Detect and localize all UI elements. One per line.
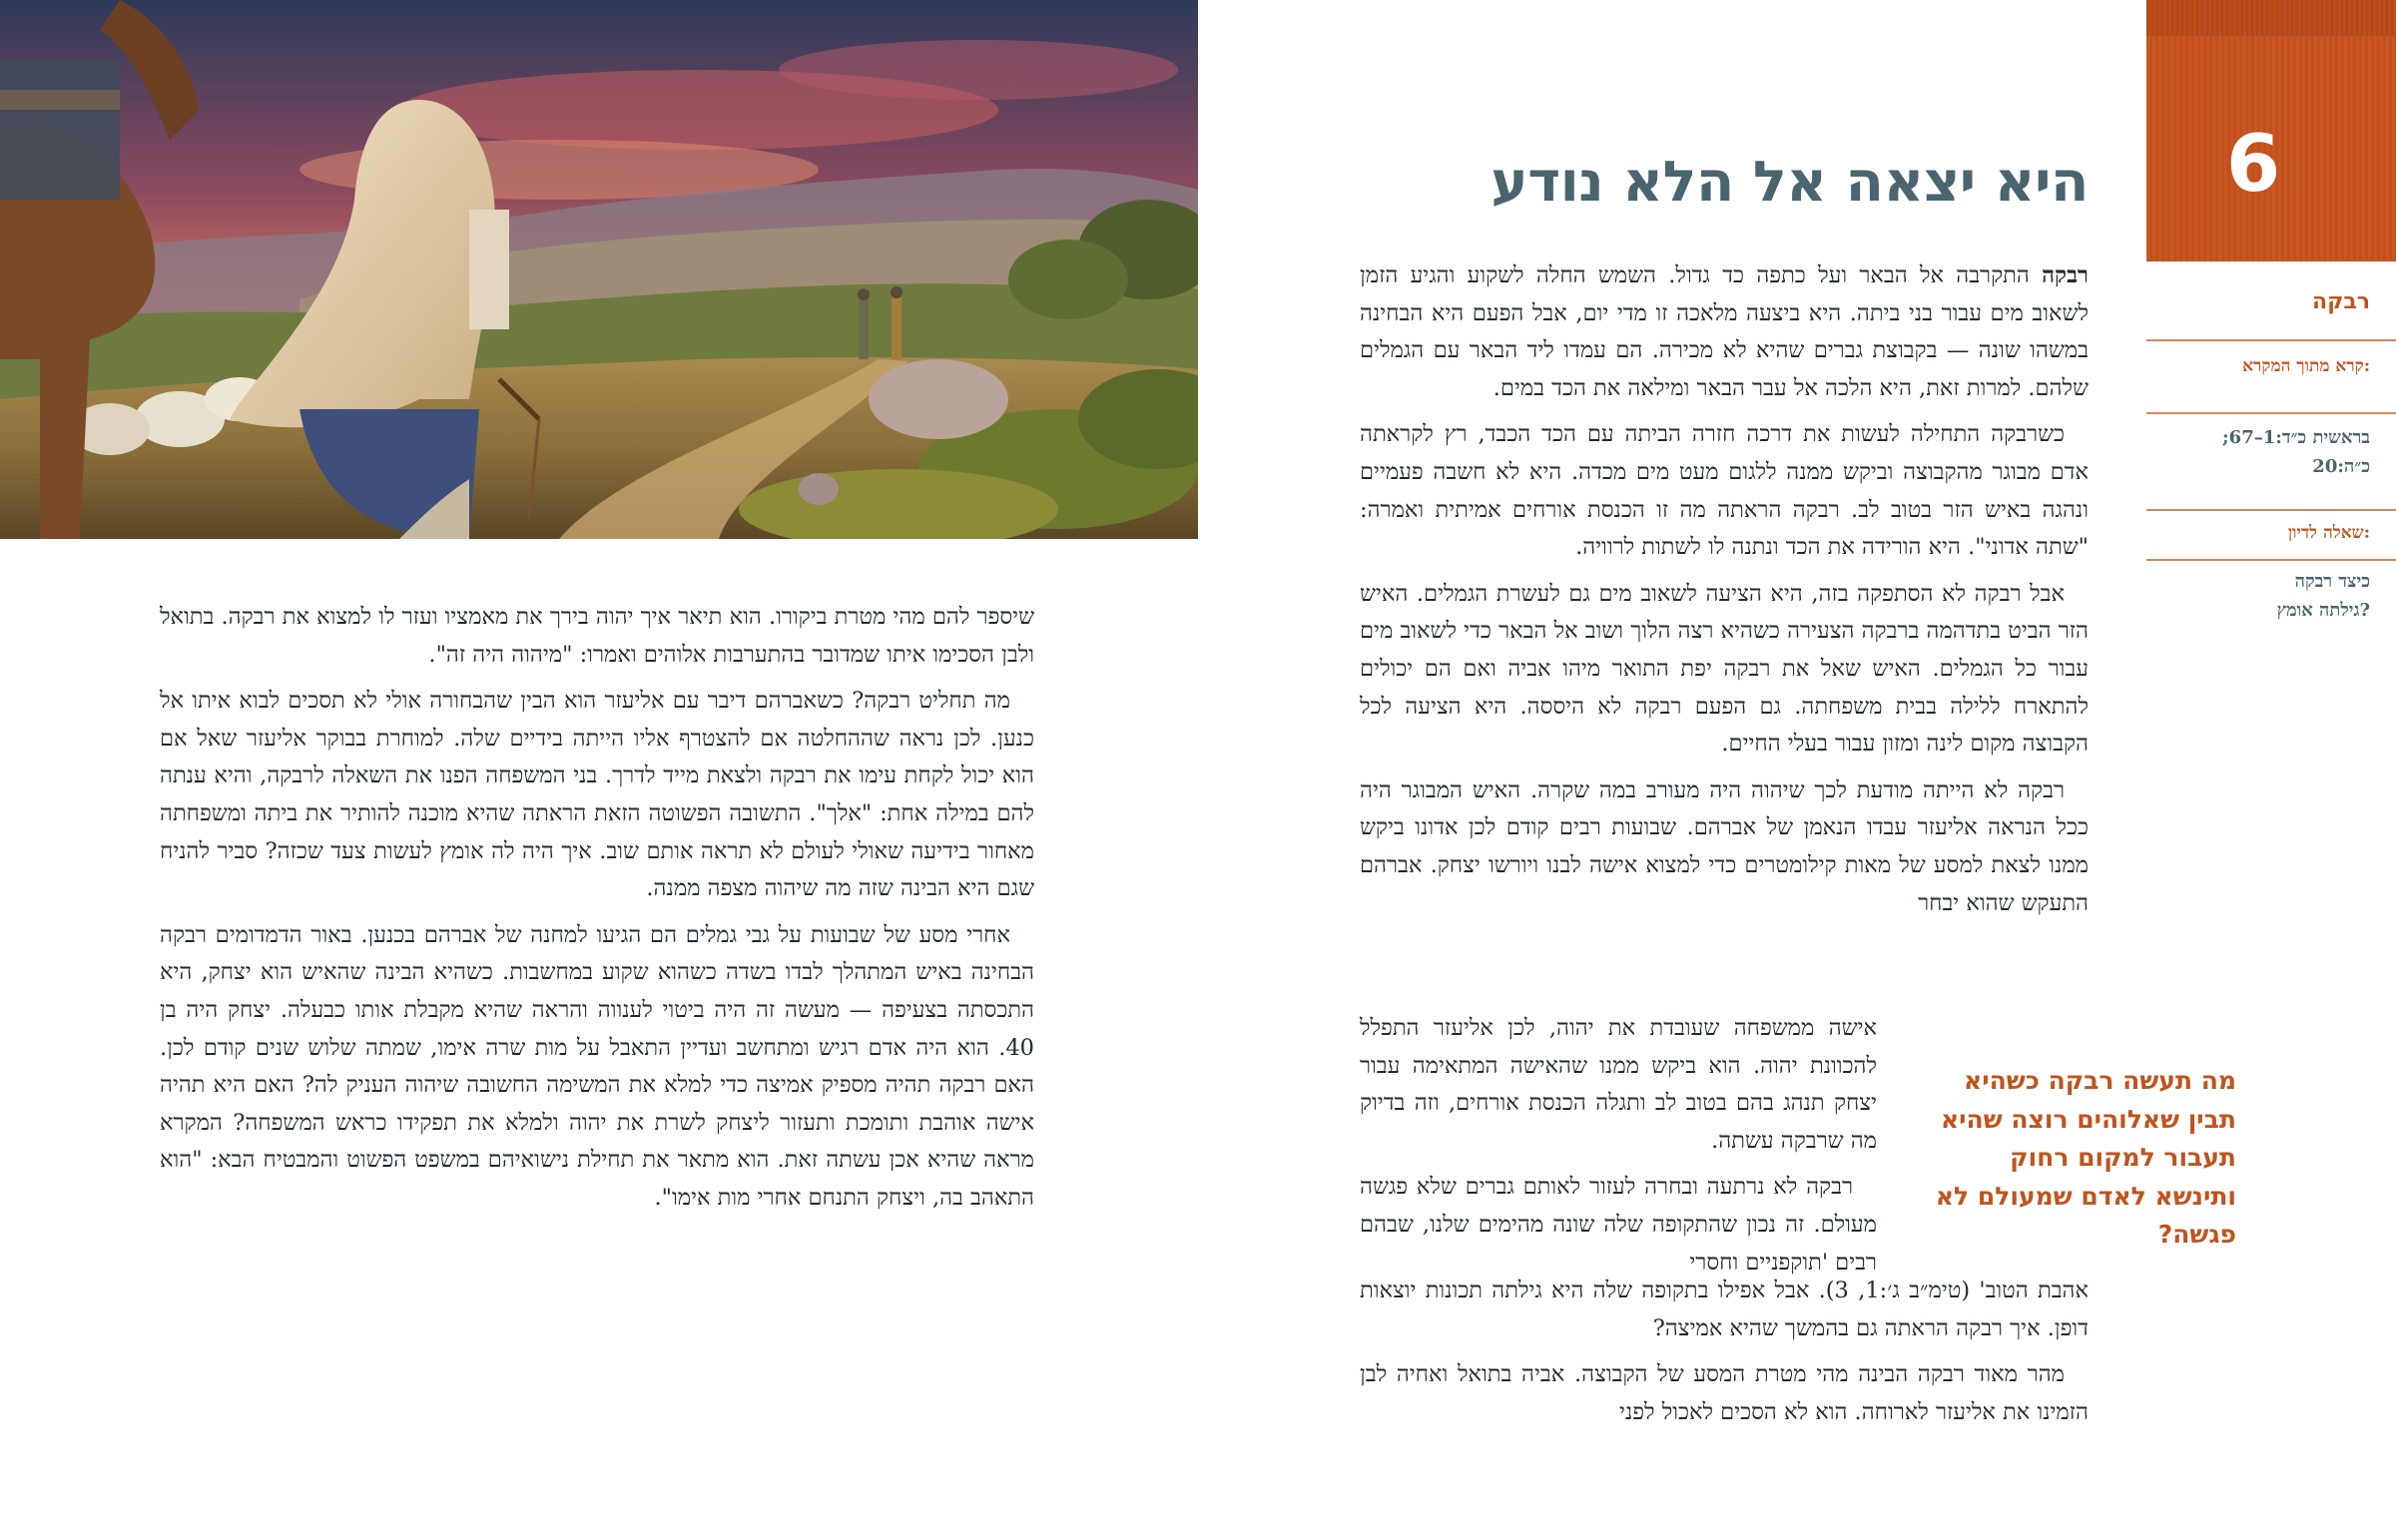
sidebar-divider <box>2146 412 2396 414</box>
pull-quote: מה תעשה רבקה כשהיא תבין שאלוהים רוצה שהיא תעבור למקום רחוק ותינשא לאדם שמעולם לא פגשה? <box>1935 1066 2236 1249</box>
sidebar-divider <box>2146 559 2396 561</box>
paragraph: רבקה התקרבה אל הבאר ועל כתפה כד גדול. השמש החלה לשקוע והגיע הזמן לשאוב מים עבור בני ביתה. היא ביצעה מלאכה זו מדי יום, אבל הפעם היא הבחינה במשהו שונה — בקבוצת גברים שהיא לא מכירה. הם עמדו ליד הבאר עם הגמלים שלהם. למרות זאת, היא הלכה אל עבר הבאר ומילאה את הכד במים. <box>1360 262 2089 401</box>
sidebar-question-label: שאלה לדיון: <box>2287 523 2370 543</box>
paragraph: כשרבקה התחילה לעשות את דרכה חזרה הביתה עם הכד הכבד, רץ לקראתה אדם מבוגר מהקבוצה וביקש ממנה ללגום מעט מים מכדה. היא לא חשבה פעמיים ונהגה באיש הזר בטוב לב. רבקה הראתה מה זו הכנסת אורחים אמיתית ואמרה: "שתה אדוני". היא הורידה את הכד ונתנה לו לשתות לרוויה. <box>1360 421 2089 561</box>
sidebar-question-text: כיצד רבקה גילתה אומץ? <box>2276 571 2370 621</box>
paragraph: אחרי מסע של שבועות על גבי גמלים הם הגיעו למחנה של אברהם בכנען. באור הדמדומים רבקה הבחינה באיש המתהלך לבדו בשדה כשהוא שקוע במחשבות. כשהיא הבינה שהאיש הוא יצחק, היא התכסתה בצעיפה — מעשה זה היה ביטוי לענווה והראה שהיא מקבלת אותו כבעלה. יצחק היה בן 40. הוא היה אדם רגיש ומתחשב ועדיין התאבל על מות שרה אימו, שמתה שלוש שנים קודם לכן. האם רבקה תהיה מספיק אמיצה כדי למלא את המשימה החשובה שיהוה העניק לה? האם היא תהיה אישה אוהבת ותומכת ותעזור ליצחק לשרת את יהוה ולמלא את תפקידו כראש המשפחה? המקרא מראה שהיא אכן עשתה זאת. הוא מתאר את תחילת נישואיהם במשפט הפשוט והמבטיח הבא: "הוא התאהב בה, ויצחק התנחם אחרי מות אימו". <box>160 921 1034 1211</box>
rebekah-at-dusk-illustration <box>0 0 1198 539</box>
sidebar-scripture-reference: בראשית כ״ד:1–67; כ״ה:20 <box>2222 427 2370 477</box>
sidebar-divider <box>2146 509 2396 511</box>
paragraph: רבקה לא נרתעה ובחרה לעזור לאותם גברים שלא פגשה מעולם. זה נכון שהתקופה שלה שונה מהימים שלנו, שבהם רבים 'תוקפניים וחסרי <box>1360 1174 1877 1276</box>
right-text-column-narrow <box>1360 1010 1877 1282</box>
paragraph: אהבת הטוב' (טימ״ב ג׳:1, 3). אבל אפילו בתקופה שלה היא גילתה תכונות יוצאות דופן. איך רבקה הראתה גם בהמשך שהיא אמיצה? <box>1360 1278 2089 1341</box>
chapter-number: 6 <box>2226 120 2281 210</box>
paragraph: אישה ממשפחה שעובדת את יהוה, לכן אליעזר התפלל להכוונת יהוה. הוא ביקש ממנו שהאישה המתאימה עבור יצחק תנהג בהם בטוב לב ותגלה הכנסת אורחים, וזה בדיוק מה שרבקה עשתה. <box>1360 1015 1877 1154</box>
chapter-tab <box>2146 0 2396 261</box>
paragraph: רבקה לא הייתה מודעת לכך שיהוה היה מעורב במה שקרה. האיש המבוגר היה ככל הנראה אליעזר עבדו הנאמן של אברהם. שבועות רבים קודם לכן אדונו ביקש ממנו לצאת למסע של מאות קילומטרים כדי למצוא אישה לבנו ויורשו יצחק. אברהם התעקש שהוא יבחר <box>1360 776 2089 916</box>
lead-name: רבקה <box>2042 262 2089 288</box>
left-text-column <box>160 599 1034 1227</box>
fabric-stripe <box>2146 0 2396 36</box>
paragraph: מהר מאוד רבקה הבינה מהי מטרת המסע של הקבוצה. אביה בתואל ואחיה לבן הזמינו את אליעזר לארוחה. הוא לא הסכים לאכול לפני <box>1360 1361 2089 1425</box>
paragraph: מה תחליט רבקה? כשאברהם דיבר עם אליעזר הוא הבין שהבחורה אולי לא תסכים לבוא איתו אל כנען. לכן נראה שההחלטה אם להצטרף אליו הייתה בידיים שלה. למוחרת בבוקר אליעזר שאל אם הוא יכול לקחת עימו את רבקה ולצאת מייד לדרך. בני המשפחה הפנו את השאלה לרבקה, והיא ענתה להם במילה אחת: "אלך". התשובה הפשוטה הזאת הראתה שהיא מוכנה להותיר את ביתה ומשפחתה מאחור בידיעה שאולי לעולם לא תראה אותם שוב. איך היה לה אומץ לעשות צעד שכזה? סביר להניח שגם היא הבינה שזה מה שיהוה מצפה ממנה. <box>160 688 1034 902</box>
paragraph: אבל רבקה לא הסתפקה בזה, היא הציעה לשאוב מים גם לעשרת הגמלים. האיש הזר הביט בתדהמה ברבקה הצעירה כשהיא רצה הלוך ושוב אל הבאר כדי לשאוב מים עבור כל הגמלים. האיש שאל את רבקה יפת התואר מיהו אביה ואם הם יכולים להתארח ללילה בבית משפחתה. גם הפעם רבקה לא היססה. היא הציעה לכל הקבוצה מקום לינה ומזון עבור בעלי החיים. <box>1360 580 2089 758</box>
sidebar-read-label: קרא מתוך המקרא: <box>2242 356 2370 376</box>
sidebar-divider <box>2146 339 2396 341</box>
paragraph: שיספר להם מהי מטרת ביקורו. הוא תיאר איך יהוה בירך את מאמציו ועזר לו למצוא את רבקה. בתואל ולבן הסכימו איתו שמדובר בהתערבות אלוהים ואמרו: "מיהוה היה זה". <box>160 604 1034 668</box>
right-text-column-bottom <box>1360 1273 2089 1440</box>
right-text-column <box>1360 257 2089 922</box>
chapter-title: היא יצאה אל הלא נודע <box>1491 150 2089 215</box>
